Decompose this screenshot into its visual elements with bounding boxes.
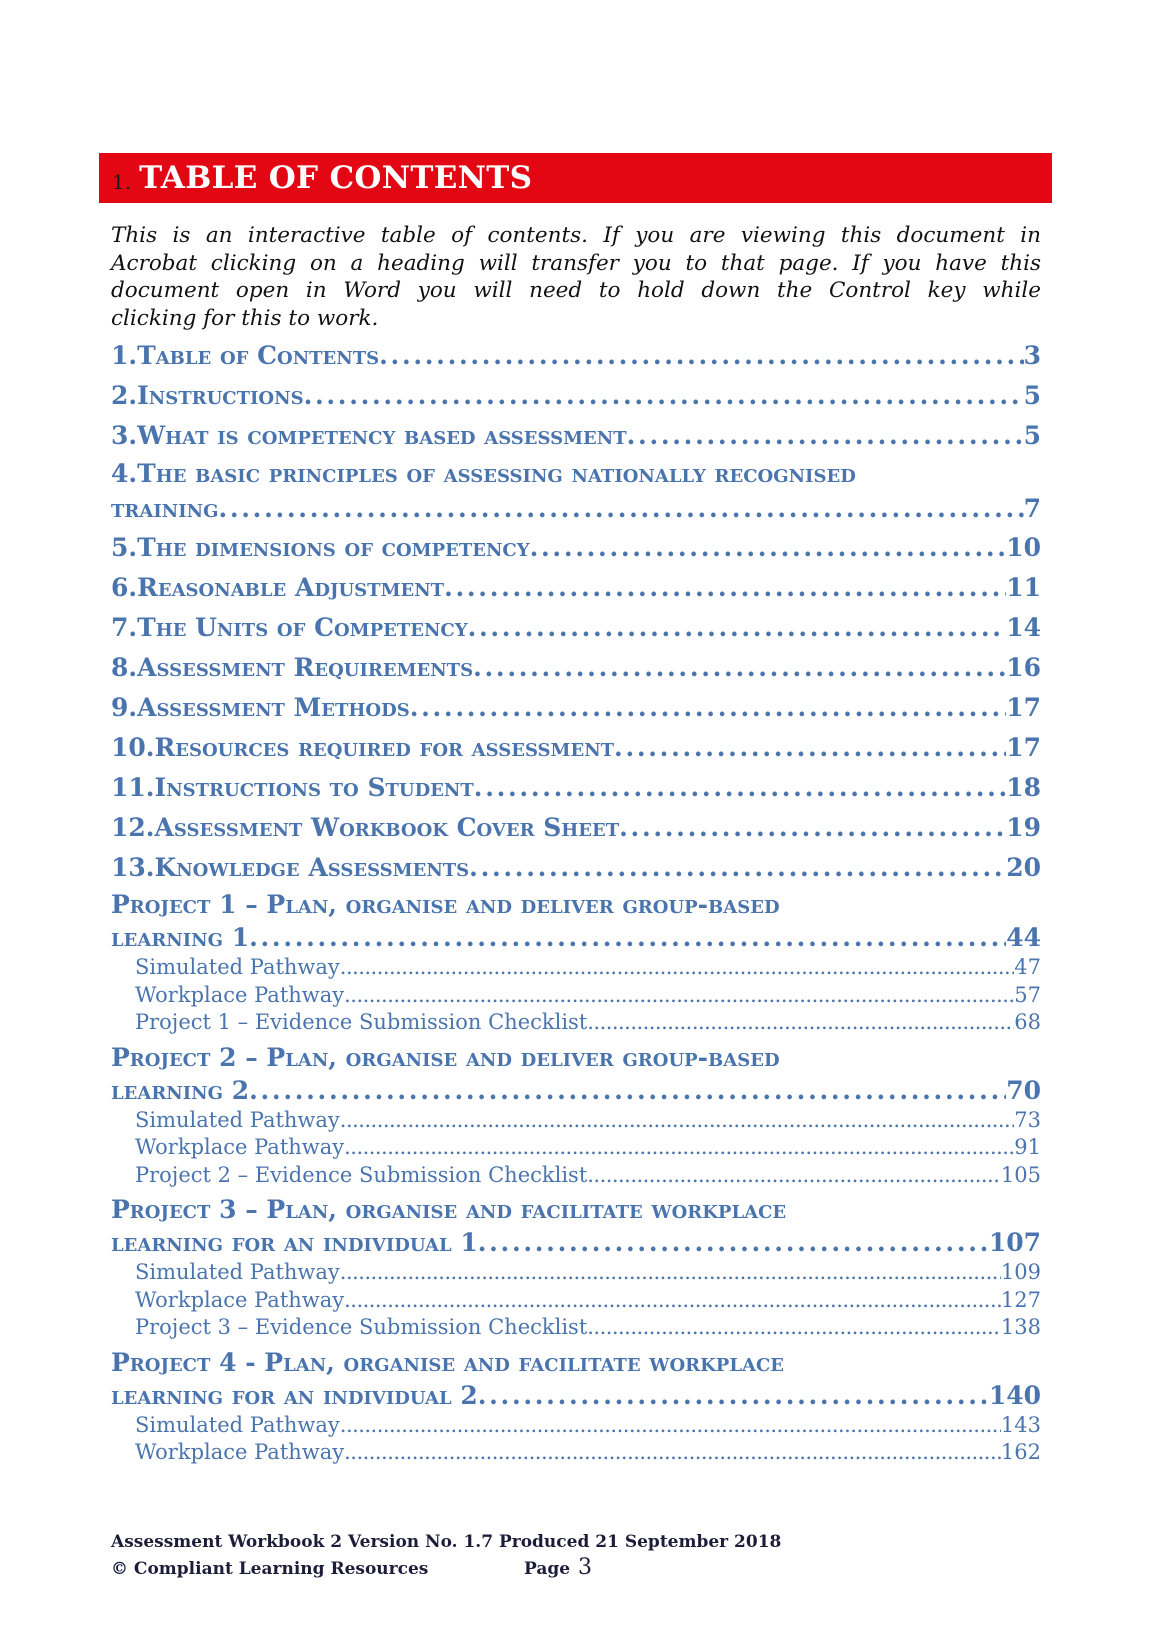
toc-entry-page: 44 <box>1006 923 1041 952</box>
toc-subentry[interactable] <box>111 1009 1041 1037</box>
toc-subentry-page: 105 <box>1000 1162 1041 1187</box>
dot-leader <box>218 491 1023 526</box>
toc-subentry-page: 162 <box>1000 1440 1041 1464</box>
intro-line: Acrobat clicking on a heading will transfer you to that page. If you have this <box>111 250 1041 276</box>
dot-leader <box>304 376 1024 416</box>
dot-leader <box>340 954 1014 982</box>
toc-entry-page: 3 <box>1023 341 1041 370</box>
dot-leader <box>340 1412 1001 1440</box>
dot-leader <box>340 1259 1001 1287</box>
intro-paragraph <box>111 222 1041 332</box>
toc-subentry-label: Workplace Pathway <box>135 1287 345 1312</box>
footer-page-number: 3 <box>578 1555 593 1580</box>
toc-entry-label: 7.The Units of Competency <box>111 613 468 642</box>
page-footer <box>111 1529 781 1581</box>
dot-leader <box>344 982 1014 1010</box>
toc-subentry[interactable] <box>111 1134 1041 1162</box>
toc-subentry-page: 143 <box>1000 1412 1041 1437</box>
dot-leader <box>344 1287 1001 1315</box>
toc-subentry[interactable] <box>111 1287 1041 1315</box>
toc-entry-page: 5 <box>1023 421 1041 450</box>
toc-entry-label: 11.Instructions to Student <box>111 773 474 802</box>
toc-subentry-label: Project 2 – Evidence Submission Checklist <box>135 1162 588 1187</box>
toc-subentry-page: 91 <box>1014 1135 1041 1159</box>
toc-subentry[interactable] <box>111 982 1041 1010</box>
toc-subentry-page: 127 <box>1000 1287 1041 1312</box>
dot-leader <box>627 416 1024 456</box>
toc-entry-label: Project 4 - Plan, organise and facilitate workplace <box>111 1347 784 1377</box>
toc-subentry-page: 73 <box>1014 1107 1041 1132</box>
toc-entry[interactable] <box>111 848 1041 888</box>
toc-entry-label: 4.The basic principles of assessing nationally recognised <box>111 459 856 488</box>
toc-entry[interactable] <box>111 608 1041 648</box>
toc-subentry-label: Workplace Pathway <box>135 1440 345 1464</box>
toc-subentry-label: Simulated Pathway <box>135 1260 340 1284</box>
toc-subentry[interactable] <box>111 1412 1041 1440</box>
toc-entry-label: 12.Assessment Workbook Cover Sheet <box>111 813 620 842</box>
toc-subentry-page: 57 <box>1014 982 1041 1007</box>
toc-entry-label-cont: learning for an individual 2 <box>111 1380 478 1410</box>
section-title: TABLE OF CONTENTS <box>139 160 533 196</box>
toc-subentry-page: 138 <box>1000 1315 1041 1339</box>
toc-entry[interactable] <box>111 376 1041 416</box>
dot-leader <box>249 1074 1006 1107</box>
toc-subentry[interactable] <box>111 1162 1041 1190</box>
dot-leader <box>469 848 1006 888</box>
toc-entry[interactable] <box>111 336 1041 376</box>
toc-entry-label: 3.What is competency based assessment <box>111 421 627 450</box>
footer-copyright: © Compliant Learning Resources <box>111 1559 429 1579</box>
toc-subentry-label: Project 3 – Evidence Submission Checklist <box>135 1315 588 1339</box>
toc-entry-label: 1.Table of Contents <box>111 341 380 370</box>
toc-project-entry[interactable] <box>111 1193 1041 1259</box>
toc-subentry-page: 109 <box>1000 1260 1041 1284</box>
dot-leader <box>619 808 1006 848</box>
toc-project-entry[interactable] <box>111 1041 1041 1107</box>
intro-line: document open in Word you will need to hold down the Control key while <box>111 278 1041 303</box>
toc-subentry[interactable] <box>111 954 1041 982</box>
toc-entry-label-cont: training <box>111 494 219 523</box>
dot-leader <box>478 1226 989 1259</box>
toc-entry-page: 19 <box>1006 813 1041 842</box>
dot-leader <box>468 608 1007 648</box>
dot-leader <box>340 1107 1014 1135</box>
toc-entry-label: Project 3 – Plan, organise and facilitate workplace <box>111 1195 787 1224</box>
toc-subentry-label: Workplace Pathway <box>135 982 345 1007</box>
toc-entry-label: 6.Reasonable Adjustment <box>111 573 445 602</box>
dot-leader <box>587 1314 1001 1342</box>
toc-entry[interactable] <box>111 808 1041 848</box>
toc-entry[interactable] <box>111 648 1041 688</box>
toc-subentry-page: 47 <box>1014 955 1041 979</box>
intro-line: clicking for this to work. <box>111 305 379 331</box>
dot-leader <box>478 1379 989 1412</box>
toc-entry-label-cont: learning 2 <box>111 1075 250 1105</box>
toc-subentry-label: Simulated Pathway <box>135 955 340 979</box>
toc-entry[interactable] <box>111 568 1041 608</box>
dot-leader <box>379 336 1023 376</box>
table-of-contents <box>111 336 1041 1467</box>
toc-entry-page: 70 <box>1006 1075 1041 1105</box>
toc-entry-label: Project 1 – Plan, organise and deliver group-based <box>111 890 780 919</box>
dot-leader <box>530 528 1007 568</box>
toc-entry-page: 18 <box>1006 773 1041 802</box>
intro-line: This is an interactive table of contents. If you are viewing this document in <box>111 223 1041 248</box>
toc-entry-page: 140 <box>988 1380 1041 1410</box>
toc-entry[interactable] <box>111 416 1041 456</box>
toc-entry[interactable] <box>111 528 1041 568</box>
toc-subentry-label: Workplace Pathway <box>135 1135 345 1159</box>
dot-leader <box>614 728 1006 768</box>
toc-entry[interactable] <box>111 688 1041 728</box>
toc-entry-label: 5.The dimensions of competency <box>111 533 530 562</box>
dot-leader <box>249 921 1006 954</box>
toc-entry-page: 11 <box>1006 573 1041 602</box>
toc-entry-page: 17 <box>1006 693 1041 722</box>
toc-entry-page: 20 <box>1006 853 1041 882</box>
toc-entry-label: 9.Assessment Methods <box>111 693 410 722</box>
dot-leader <box>410 688 1007 728</box>
footer-meta <box>111 1555 781 1581</box>
footer-version: Assessment Workbook 2 Version No. 1.7 Produced 21 September 2018 <box>111 1532 782 1552</box>
toc-subentry-label: Simulated Pathway <box>135 1107 340 1132</box>
toc-entry-page: 17 <box>1006 733 1041 762</box>
dot-leader <box>587 1162 1001 1190</box>
toc-entry[interactable] <box>111 768 1041 808</box>
toc-entry-label: Project 2 – Plan, organise and deliver group-based <box>111 1042 780 1072</box>
dot-leader <box>473 648 1006 688</box>
toc-entry[interactable] <box>111 456 1041 528</box>
toc-entry-label: 2.Instructions <box>111 381 304 410</box>
toc-entry-page: 7 <box>1023 494 1041 523</box>
toc-entry-page: 14 <box>1006 613 1041 642</box>
footer-page-label: Page <box>524 1559 571 1579</box>
toc-entry-page: 107 <box>988 1228 1041 1257</box>
toc-entry-label: 13.Knowledge Assessments <box>111 853 470 882</box>
dot-leader <box>587 1009 1014 1037</box>
dot-leader <box>344 1134 1014 1162</box>
toc-entry-page: 5 <box>1023 381 1041 410</box>
toc-subentry[interactable] <box>111 1259 1041 1287</box>
toc-entry[interactable] <box>111 728 1041 768</box>
toc-project-entry[interactable] <box>111 1346 1041 1412</box>
toc-entry-label-cont: learning for an individual 1 <box>111 1228 478 1257</box>
toc-subentry[interactable] <box>111 1439 1041 1467</box>
toc-entry-page: 16 <box>1006 653 1041 682</box>
section-heading-banner <box>99 153 1052 203</box>
dot-leader <box>344 1439 1001 1467</box>
toc-subentry-label: Project 1 – Evidence Submission Checklist <box>135 1010 588 1034</box>
toc-entry-label: 8.Assessment Requirements <box>111 653 474 682</box>
section-number: 1. <box>112 170 132 194</box>
toc-entry-label-cont: learning 1 <box>111 923 250 952</box>
dot-leader <box>474 768 1006 808</box>
toc-subentry-label: Simulated Pathway <box>135 1412 340 1437</box>
toc-entry-label: 10.Resources required for assessment <box>111 733 615 762</box>
dot-leader <box>444 568 1006 608</box>
toc-subentry-page: 68 <box>1014 1010 1041 1034</box>
toc-subentry[interactable] <box>111 1107 1041 1135</box>
toc-subentry[interactable] <box>111 1314 1041 1342</box>
toc-project-entry[interactable] <box>111 888 1041 954</box>
toc-entry-page: 10 <box>1006 533 1041 562</box>
